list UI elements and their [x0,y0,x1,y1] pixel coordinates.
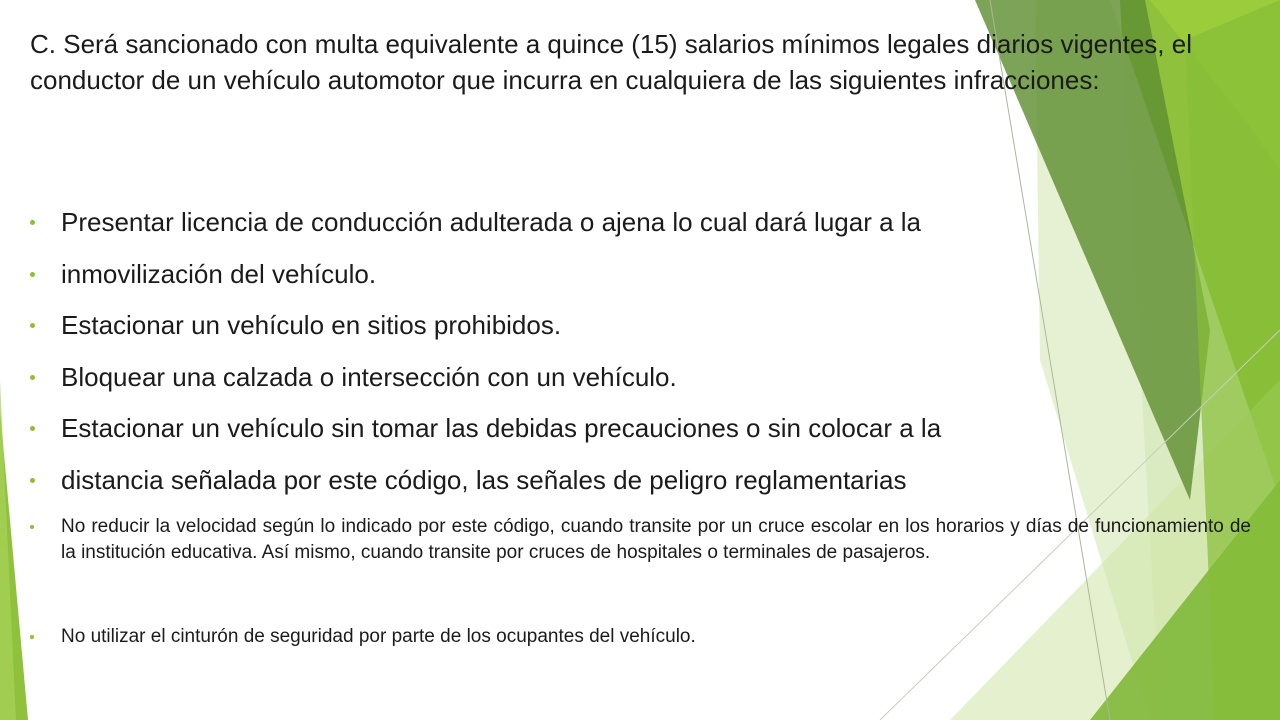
list-item: Presentar licencia de conducción adulterada o ajena lo cual dará lugar a la [30,205,921,239]
list-item: Bloquear una calzada o intersección con un vehículo. [30,360,677,394]
list-item: No reducir la velocidad según lo indicado por este código, cuando transite por un cruce escolar en los horarios y días de funcionamiento de la institución educativa. Así mismo, cuando transite por cruces de hospitales o terminales de pasajeros. [30,514,1251,566]
intro-paragraph: C. Será sancionado con multa equivalente a quince (15) salarios mínimos legales diarios vigentes, el conductor de un vehículo automotor que incurra en cualquiera de las siguientes infracciones: [30,29,1192,95]
list-item: No utilizar el cinturón de seguridad por parte de los ocupantes del vehículo. [30,624,1251,650]
list-item: inmovilización del vehículo. [30,257,376,291]
list-item: distancia señalada por este código, las señales de peligro reglamentarias [30,463,907,497]
list-item: Estacionar un vehículo en sitios prohibidos. [30,308,561,342]
list-item: Estacionar un vehículo sin tomar las debidas precauciones o sin colocar a la [30,411,941,445]
